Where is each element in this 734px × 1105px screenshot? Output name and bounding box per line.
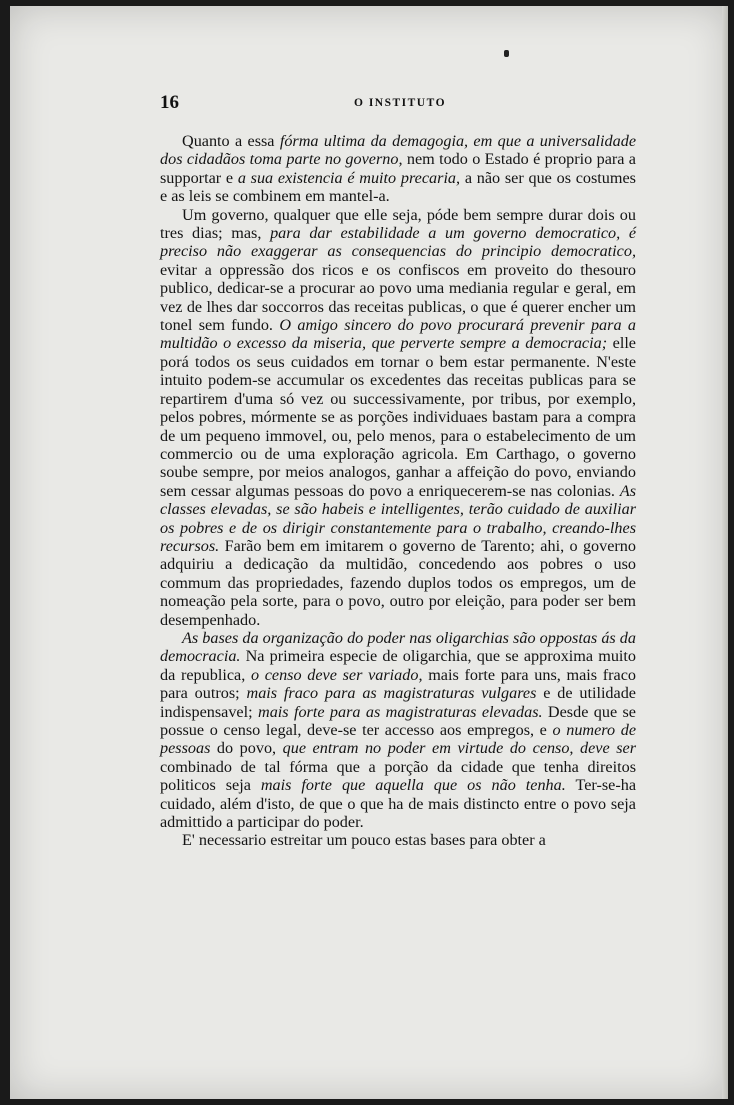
italic-run: fórma ultima da demagogia, em que a universalidade dos cidadãos toma parte no governo, [160, 132, 637, 169]
italic-run: O amigo sincero do povo procurará prevenir para a multidão o excesso da miseria, que perverte sempre a democracia; [160, 316, 636, 353]
paragraph [160, 831, 636, 849]
text-run: e de utilidade indispensavel; [160, 684, 636, 721]
text-run: Quanto a essa [182, 132, 280, 150]
text-run: Na primeira especie de oligarchia, que se approxima muito da republica, [160, 647, 636, 684]
paragraph [160, 132, 636, 206]
italic-run: o numero de pessoas [160, 721, 637, 758]
text-run: evitar a oppressão dos ricos e os confiscos em proveito do thesouro publico, dedicar-se a procurar ao povo uma mediania regular e geral, em vez de lhes dar soccorros das receitas publicas, o que é querer encher um tonel sem fundo. [160, 260, 636, 335]
text-run: do povo, [210, 739, 283, 758]
page-edge [722, 6, 728, 1099]
italic-run: mais forte que aquella que os não tenha. [260, 776, 566, 795]
book-page [10, 6, 728, 1099]
text-run: Um governo, qualquer que elle seja, póde bem sempre durar dois ou tres dias; mas, [160, 205, 636, 243]
paragraph [160, 629, 636, 831]
paragraph [160, 206, 636, 629]
page-header [160, 92, 620, 116]
text-run: elle porá todos os seus cuidados em tornar o bem estar permanente. N'este intuito podem-se accumular os excedentes das receitas publicas para se repartirem d'uma só vez ou successivamente, por tribus, por exemplo, pelos pobres, mórmente se as porções individuaes bastam para a compra de um pequeno immovel, ou, pelo menos, para o estabelecimento de um commercio ou de uma exploração agricola. Em Carthago, o governo soube sempre, por meios analogos, ganhar a affeição do povo, enviando sem cessar algumas pessoas do povo a enriquecerem-se nas colonias. [160, 334, 636, 500]
text-run: E' necessario estreitar um pouco estas bases para obter a [182, 831, 546, 850]
text-run: Desde que se possue o censo legal, deve-se ter accesso aos empregos, e [160, 702, 636, 739]
italic-run: o censo deve ser variado, [250, 665, 423, 684]
running-title: O INSTITUTO [354, 97, 447, 109]
text-run: mais forte para uns, mais fraco para outros; [160, 665, 636, 703]
text-run: Ter-se-ha cuidado, além d'isto, de que o que ha de mais distincto entre o povo seja admittido a participar do poder. [160, 776, 637, 832]
italic-run: mais fraco para as magistraturas vulgares [246, 684, 537, 703]
italic-run: mais forte para as magistraturas elevadas. [258, 702, 543, 721]
ink-speck [504, 50, 509, 57]
page-number: 16 [160, 92, 179, 113]
italic-run: As bases da organização do poder nas oligarchias são oppostas ás da democracia. [160, 628, 636, 666]
italic-run: que entram no poder em virtude do censo, deve ser [282, 739, 637, 758]
text-run: nem todo o Estado é proprio para a supportar e [160, 150, 636, 187]
text-run: a não ser que os costumes e as leis se combinem em mantel-a. [160, 168, 636, 206]
body-text [160, 132, 636, 850]
italic-run: para dar estabilidade a um governo democratico, é preciso não exaggerar as consequencias do principio democratico, [160, 224, 636, 261]
text-run: Farão bem em imitarem o governo de Tarento; ahi, o governo adquiriu a dedicação da multidão, concedendo aos pobres o uso commum das propriedades, fazendo duplos todos os empregos, um de nomeação pela sorte, para o povo, outro por eleição, para poder ser bem desempenhado. [160, 536, 636, 629]
italic-run: a sua existencia é muito precaria, [237, 168, 461, 187]
italic-run: As classes elevadas, se são habeis e intelligentes, terão cuidado de auxiliar os pobres e de os dirigir constantemente para o trabalho, creando-lhes recursos. [160, 481, 636, 555]
text-run: combinado de tal fórma que a porção da cidade que tenha direitos politicos seja [160, 757, 636, 795]
